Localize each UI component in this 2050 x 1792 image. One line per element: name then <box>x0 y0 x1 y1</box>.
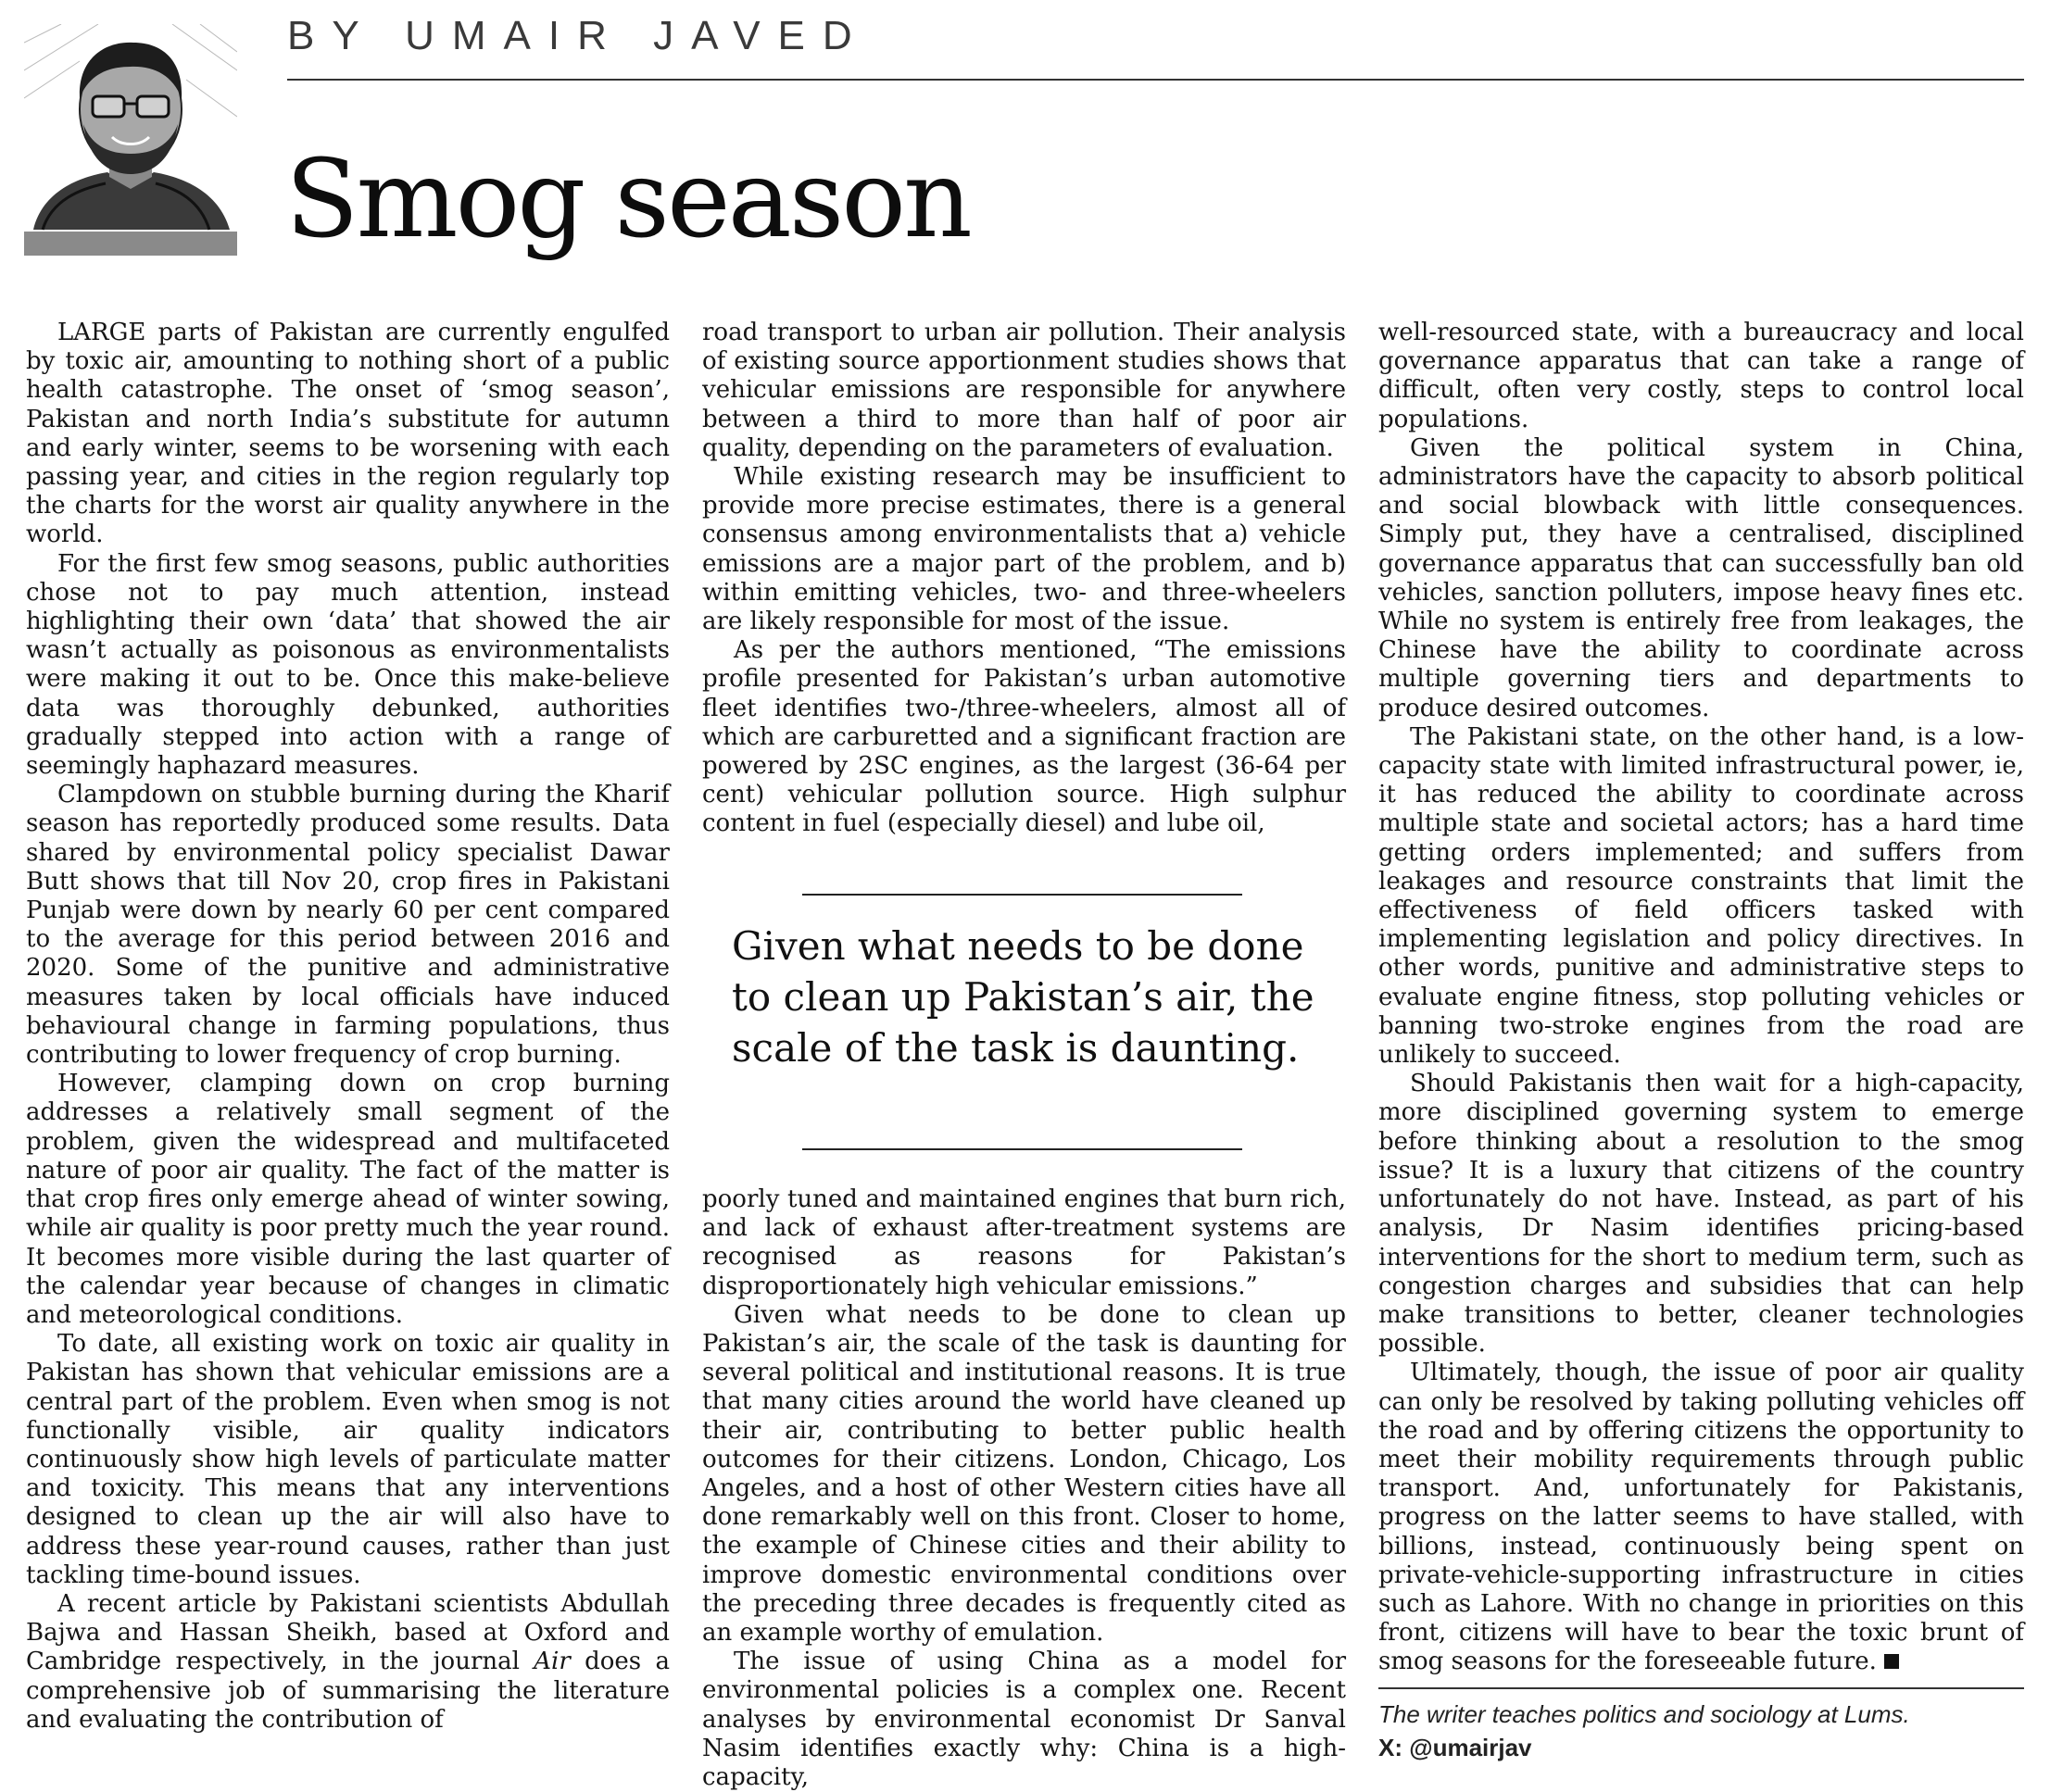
byline: BY UMAIR JAVED <box>287 13 870 58</box>
paragraph: To date, all existing work on toxic air quality in Pakistan has shown that vehicular emissions are a central part of the problem. Even when smog is not functionally visible, air quality indicators continuously show high levels of particulate matter and toxicity. This means that any interventions designed to clean up the air will also have to address these year-round causes, rather than just tackling time-bound issues. <box>26 1330 670 1589</box>
pull-quote-rule-bottom <box>802 1148 1242 1150</box>
journal-name: Air <box>534 1648 571 1676</box>
paragraph: For the first few smog seasons, public authorities chose not to pay much attention, instead highlighting their own ‘data’ that showed the air wasn’t actually as poisonous as environmentalists were making it out to be. Once this make-believe data was thoroughly debunked, authorities gradually stepped into action with a range of seemingly haphazard measures. <box>26 549 670 781</box>
paragraph <box>26 1590 670 1735</box>
end-mark-icon <box>1884 1654 1899 1669</box>
byline-rule <box>287 79 2024 81</box>
paragraph: Given the political system in China, administrators have the capacity to absorb political and social blowback with little consequences. Simply put, they have a centralised, disciplined governance apparatus that can successfully ban old vehicles, sanction polluters, impose heavy fines etc. While no system is entirely free from leakages, the Chinese have the ability to coordinate across multiple governing tiers and departments to produce desired outcomes. <box>1378 433 2024 722</box>
pull-quote: Given what needs to be done to clean up Pakistan’s air, the scale of the task is daunting. <box>732 923 1314 1071</box>
paragraph: LARGE parts of Pakistan are currently engulfed by toxic air, amounting to nothing short of a public health catastrophe. The onset of ‘smog season’, Pakistan and north India’s substitute for autumn and early winter, seems to be worsening with each passing year, and cities in the region regularly top the charts for the worst air quality anywhere in the world. <box>26 319 670 549</box>
paragraph-text: A recent article by Pakistani scientists Abdullah Bajwa and Hassan Sheikh, based at Oxford and Cambridge respectively, in the journal <box>26 1589 670 1676</box>
paragraph-text: Ultimately, though, the issue of poor air quality can only be resolved by taking polluting vehicles off the road and by offering citizens the opportunity to meet their mobility requirements through public transport. And, unfortunately for Pakistanis, progress on the latter seems to have stalled, with billions, instead, continuously being spent on private-vehicle-supporting infrastructure in cities such as Lahore. With no change in priorities on this front, citizens will have to bear the toxic brunt of smog seasons for the foreseeable future. <box>1378 1359 2024 1676</box>
article-column-2-top <box>702 319 1346 839</box>
headline: Smog season <box>285 137 970 262</box>
pull-quote-rule-top <box>802 894 1242 896</box>
paragraph: The Pakistani state, on the other hand, is a low-capacity state with limited infrastructural power, ie, it has reduced the ability to coordinate across multiple state and societal actors; has a hard time getting orders implemented; and suffers from leakages and resource constraints that limit the effectiveness of field officers tasked with implementing legislation and policy directives. In other words, punitive and administrative steps to evaluate engine fitness, stop polluting vehicles or banning two-stroke engines from the road are unlikely to succeed. <box>1378 722 2024 1070</box>
author-tagline: The writer teaches politics and sociology at Lums. <box>1378 1700 1910 1728</box>
paragraph: While existing research may be insufficient to provide more precise estimates, there is a general consensus among environmentalists that a) vehicle emissions are a major part of the problem, and b) within emitting vehicles, two- and three-wheelers are likely responsible for most of the issue. <box>702 463 1346 636</box>
article-column-1 <box>26 319 670 1735</box>
paragraph: Clampdown on stubble burning during the Kharif season has reportedly produced some results. Data shared by environmental policy specialist Dawar Butt shows that till Nov 20, crop fires in Pakistani Punjab were down by nearly 60 per cent compared to the average for this period between 2016 and 2020. Some of the punitive and administrative measures taken by local officials have induced behavioural change in farming populations, thus contributing to lower frequency of crop burning. <box>26 781 670 1070</box>
footer-rule <box>1378 1687 2024 1689</box>
author-social-handle: X: @umairjav <box>1378 1734 1532 1761</box>
paragraph: The issue of using China as a model for environmental policies is a complex one. Recent analyses by environmental economist Dr Sanval Nasim identifies exactly why: China is a high-capacity, <box>702 1648 1346 1792</box>
paragraph: However, clamping down on crop burning addresses a relatively small segment of the problem, given the widespread and multifaceted nature of poor air quality. The fact of the matter is that crop fires only emerge ahead of winter sowing, while air quality is poor pretty much the year round. It becomes more visible during the last quarter of the calendar year because of changes in climatic and meteorological conditions. <box>26 1070 670 1329</box>
article-column-2-bottom <box>702 1185 1346 1792</box>
paragraph: Given what needs to be done to clean up Pakistan’s air, the scale of the task is daunting for several political and institutional reasons. It is true that many cities around the world have cleaned up their air, contributing to better public health outcomes for their citizens. London, Chicago, Los Angeles, and a host of other Western cities have all done remarkably well on this front. Closer to home, the example of Chinese cities and their ability to improve domestic environmental conditions over the preceding three decades is frequently cited as an example worthy of emulation. <box>702 1300 1346 1648</box>
article-column-3 <box>1378 319 2024 1677</box>
author-portrait <box>24 24 237 256</box>
paragraph: As per the authors mentioned, “The emissions profile presented for Pakistan’s urban automotive fleet identifies two-/three-wheelers, almost all of which are carburetted and a significant fraction are powered by 2SC engines, as the largest (36-64 per cent) vehicular pollution source. High sulphur content in fuel (especially diesel) and lube oil, <box>702 636 1346 838</box>
paragraph <box>1378 1359 2024 1676</box>
paragraph: road transport to urban air pollution. Their analysis of existing source apportionment studies shows that vehicular emissions are responsible for anywhere between a third to more than half of poor air quality, depending on the parameters of evaluation. <box>702 319 1346 462</box>
paragraph: well-resourced state, with a bureaucracy and local governance apparatus that can take a range of difficult, often very costly, steps to control local populations. <box>1378 319 2024 433</box>
paragraph-text: does a comprehensive job of summarising the literature and evaluating the contribution of <box>26 1648 670 1734</box>
paragraph: Should Pakistanis then wait for a high-capacity, more disciplined governing system to emerge before thinking about a resolution to the smog issue? It is a luxury that citizens of the country unfortunately do not have. Instead, as part of his analysis, Dr Nasim identifies pricing-based interventions for the short to medium term, such as congestion charges and subsidies that can help make transitions to better, cleaner technologies possible. <box>1378 1070 2024 1359</box>
paragraph: poorly tuned and maintained engines that burn rich, and lack of exhaust after-treatment systems are recognised as reasons for Pakistan’s disproportionately high vehicular emissions.” <box>702 1185 1346 1300</box>
